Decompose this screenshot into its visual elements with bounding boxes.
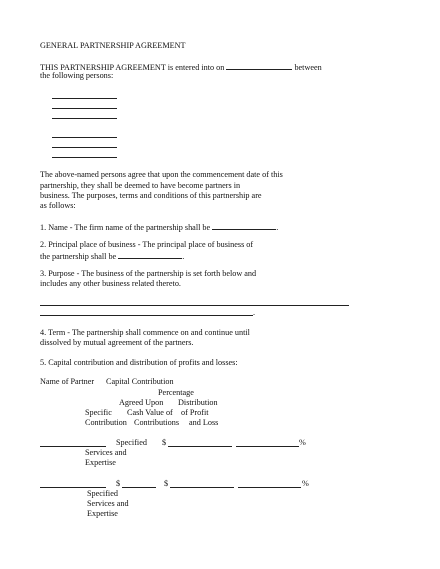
- purpose-blank-2: [40, 315, 253, 316]
- para1-line-4: as follows:: [40, 201, 76, 210]
- header-cash-value-of: Cash Value of: [127, 408, 173, 417]
- item-4-line-2: dissolved by mutual agreement of the partners.: [40, 338, 194, 347]
- row-2-contribution-blank: [122, 487, 156, 488]
- partner-name-blank-4: [52, 137, 117, 138]
- row-1-dollar: $: [162, 438, 167, 447]
- partner-name-blank-3: [52, 118, 117, 119]
- row-1-percent: %: [299, 438, 306, 447]
- purpose-end: .: [253, 308, 256, 317]
- date-blank: [226, 61, 292, 70]
- item-2-text: the partnership shall be: [40, 252, 117, 261]
- partner-name-blank-1: [52, 98, 117, 99]
- header-distribution: Distribution: [178, 398, 218, 407]
- header-contributions: Contributions: [134, 418, 180, 427]
- row-2-expertise: Expertise: [87, 509, 118, 518]
- row-2-services-and: Services and: [87, 499, 129, 508]
- header-capital-contribution: Capital Contribution: [106, 377, 174, 386]
- row-2-partner-blank: [40, 487, 106, 488]
- header-and-loss: and Loss: [189, 418, 219, 427]
- item-1-text: 1. Name - The firm name of the partnership shall be: [40, 223, 211, 232]
- row-1-specified: Specified: [116, 438, 147, 447]
- item-4-line-1: 4. Term - The partnership shall commence on and continue until: [40, 328, 250, 337]
- intro-line-2: the following persons:: [40, 71, 114, 80]
- para1-line-3: business. The purposes, terms and conditions of this partnership are: [40, 191, 262, 200]
- row-1-expertise: Expertise: [85, 458, 116, 467]
- item-1-name: 1. Name - The firm name of the partnership shall be .: [40, 223, 279, 232]
- header-specific: Specific: [85, 408, 112, 417]
- item-2-line-1: 2. Principal place of business - The principal place of business of: [40, 240, 254, 249]
- document-title: GENERAL PARTNERSHIP AGREEMENT: [40, 41, 186, 50]
- intro-between: between: [294, 63, 322, 72]
- item-2-line-2: the partnership shall be .: [40, 252, 185, 261]
- header-name-of-partner: Name of Partner: [40, 377, 95, 386]
- item-3-line-1: 3. Purpose - The business of the partnership is set forth below and: [40, 269, 257, 278]
- purpose-blank-1: [40, 305, 349, 306]
- item-5: 5. Capital contribution and distribution of profits and losses:: [40, 358, 238, 367]
- row-2-percent: %: [302, 479, 309, 488]
- header-of-profit: of Profit: [181, 408, 209, 417]
- row-1-cash-value-blank: [168, 446, 232, 447]
- intro-text: THIS PARTNERSHIP AGREEMENT is entered into on: [40, 63, 225, 72]
- partner-name-blank-5: [52, 147, 117, 148]
- partner-name-blank-6: [52, 157, 117, 158]
- partner-name-blank-2: [52, 108, 117, 109]
- row-2-specified: Specified: [87, 489, 118, 498]
- row-2-dollar-1: $: [116, 479, 121, 488]
- row-1-percentage-blank: [236, 446, 299, 447]
- row-2-cash-value-blank: [170, 487, 234, 488]
- firm-name-blank: [212, 221, 276, 230]
- para1-line-1: The above-named persons agree that upon the commencement date of this: [40, 170, 283, 179]
- header-percentage: Percentage: [158, 388, 194, 397]
- header-contribution: Contribution: [85, 418, 127, 427]
- para1-line-2: partnership, they shall be deemed to have become partners in: [40, 181, 241, 190]
- row-2-percentage-blank: [238, 487, 301, 488]
- item-3-line-2: includes any other business related thereto.: [40, 279, 181, 288]
- row-1-partner-blank: [40, 446, 106, 447]
- place-of-business-blank: [118, 250, 182, 259]
- row-1-services-and: Services and: [85, 448, 127, 457]
- row-2-dollar-2: $: [164, 479, 169, 488]
- header-agreed-upon: Agreed Upon: [119, 398, 164, 407]
